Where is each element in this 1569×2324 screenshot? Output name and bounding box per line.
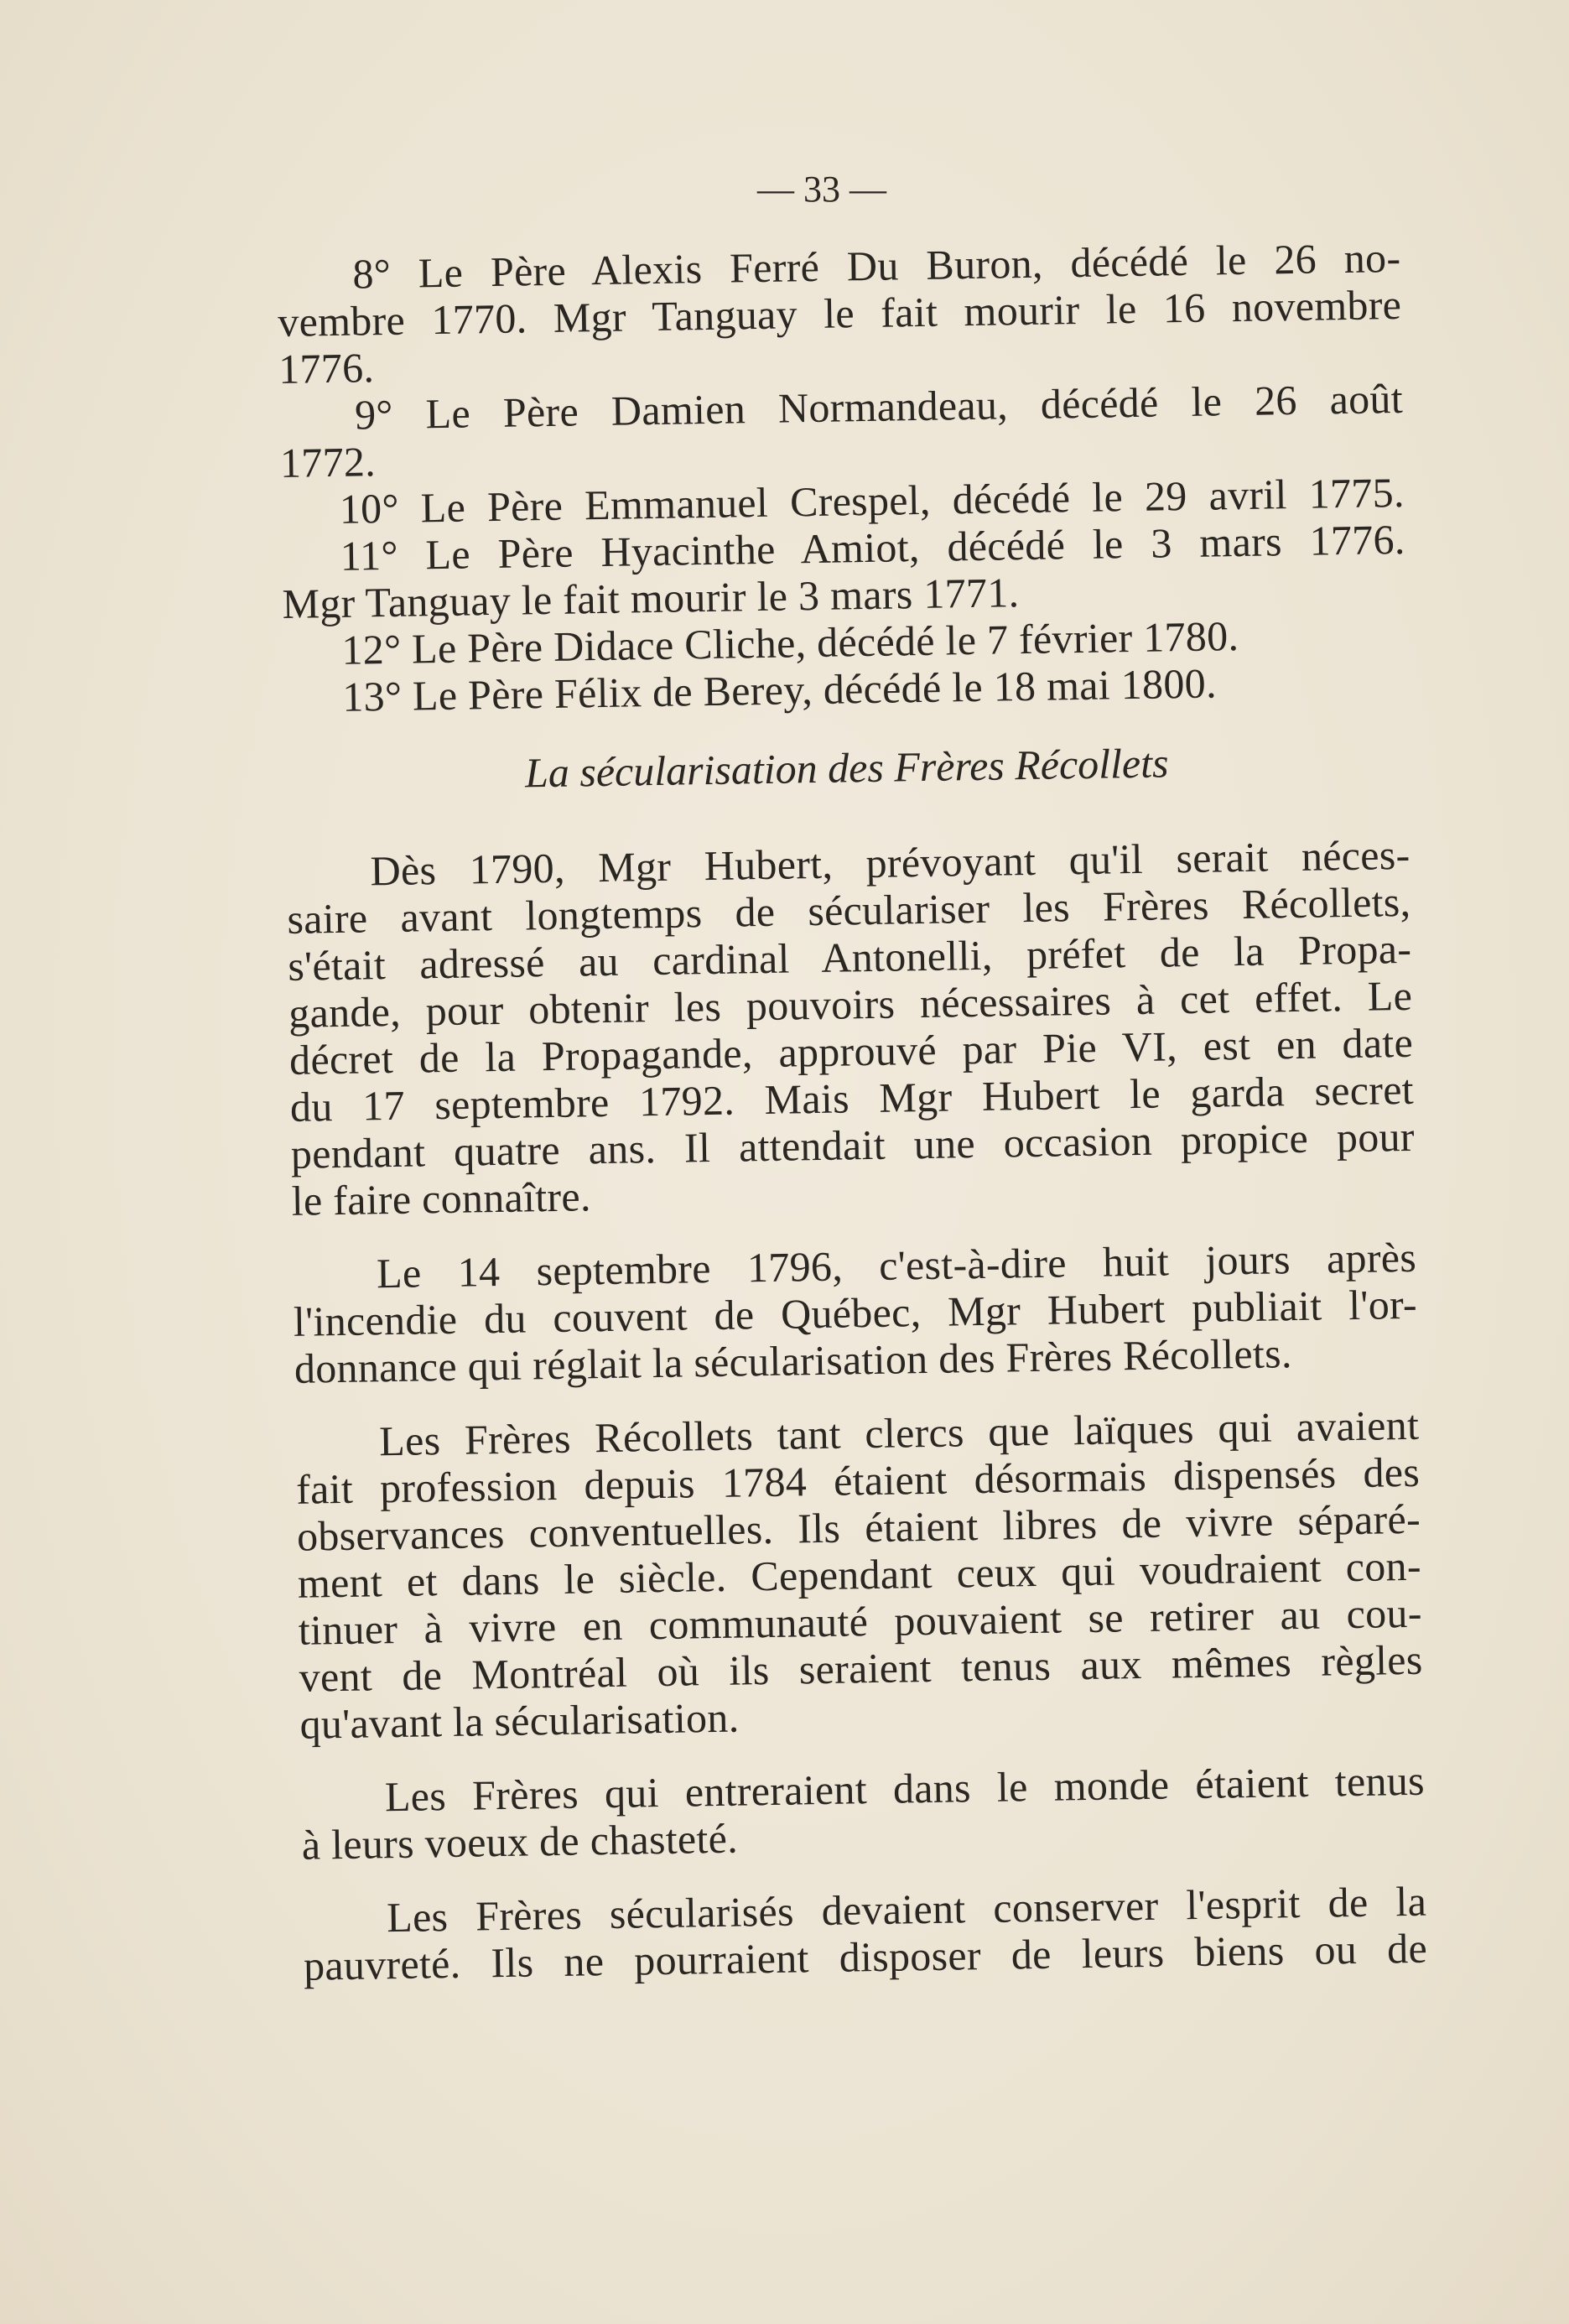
paragraph-1-line: pendant quatre ans. Il attendait une occasion propice pour <box>290 1112 1416 1178</box>
page-number: — 33 — <box>757 169 886 210</box>
paragraph-3-line: fait profession depuis 1784 étaient désormais dispensés des <box>295 1448 1421 1513</box>
paragraph-5-line: pauvreté. Ils ne pourraient disposer de leurs biens ou de <box>303 1924 1428 1989</box>
paragraph-2-line: Le 14 septembre 1796, c'est-à-dire huit jours après <box>376 1233 1417 1297</box>
paragraph-1-line: s'était adressé au cardinal Antonelli, préfet de la Propa- <box>287 924 1412 990</box>
paragraph-2-line: l'incendie du couvent de Québec, Mgr Hubert publiait l'or- <box>293 1280 1418 1345</box>
paragraph-3-line: Les Frères Récollets tant clercs que laïques qui avaient <box>378 1401 1420 1465</box>
paragraph-4-line: à leurs voeux de chasteté. <box>301 1814 739 1869</box>
list-line-9-year: 1772. <box>279 438 377 486</box>
paragraph-1-line: décret de la Propagande, approuvé par Pie VI, est en date <box>288 1018 1414 1084</box>
page-text <box>277 233 1428 1989</box>
paragraph-1-line: saire avant longtemps de séculariser les Frères Récollets, <box>287 877 1411 943</box>
paragraph-1-line: le faire connaître. <box>291 1172 592 1224</box>
list-line-11: 11° Le Père Hyacinthe Amiot, décédé le 3 mars 1776. <box>340 515 1405 580</box>
list-line-8: 8° Le Père Alexis Ferré Du Buron, décédé le 26 no- <box>351 233 1401 298</box>
list-line-11-cont: Mgr Tanguay le fait mourir le 3 mars 1771. <box>282 569 1020 627</box>
paragraph-1-line: Dès 1790, Mgr Hubert, prévoyant qu'il serait néces- <box>370 830 1411 895</box>
section-heading: La sécularisation des Frères Récollets <box>524 739 1169 797</box>
paragraph-1-line: du 17 septembre 1792. Mais Mgr Hubert le garda secret <box>289 1065 1415 1131</box>
paragraph-1-line: gande, pour obtenir les pouvoirs nécessaires à cet effet. Le <box>288 971 1413 1037</box>
list-line-8-cont: vembre 1770. Mgr Tanguay le fait mourir le 16 novembre <box>277 280 1402 346</box>
list-line-12: 12° Le Père Didace Cliche, décédé le 7 février 1780. <box>341 612 1239 673</box>
paragraph-3-line: ment et dans le siècle. Cependant ceux qui voudraient con- <box>297 1542 1422 1607</box>
paragraph-4-line: Les Frères qui entreraient dans le monde étaient tenus <box>384 1756 1426 1821</box>
paragraph-3-line: observances conventuelles. Ils étaient libres de vivre séparé- <box>296 1495 1421 1560</box>
list-line-10: 10° Le Père Emmanuel Crespel, décédé le 29 avril 1775. <box>339 468 1405 533</box>
paragraph-3-line: qu'avant la sécularisation. <box>299 1693 740 1748</box>
list-line-8-year: 1776. <box>278 344 375 393</box>
paragraph-5-line: Les Frères sécularisés devaient conserver l'esprit de la <box>386 1877 1427 1942</box>
paragraph-2-line: donnance qui réglait la sécularisation des Frères Récollets. <box>294 1329 1293 1392</box>
list-line-13: 13° Le Père Félix de Berey, décédé le 18 mai 1800. <box>341 659 1218 720</box>
paragraph-3-line: vent de Montréal où ils seraient tenus aux mêmes règles <box>299 1635 1423 1701</box>
paragraph-3-line: tinuer à vivre en communauté pouvaient se retirer au cou- <box>298 1588 1423 1654</box>
list-line-9: 9° Le Père Damien Normandeau, décédé le 26 août <box>354 374 1404 439</box>
